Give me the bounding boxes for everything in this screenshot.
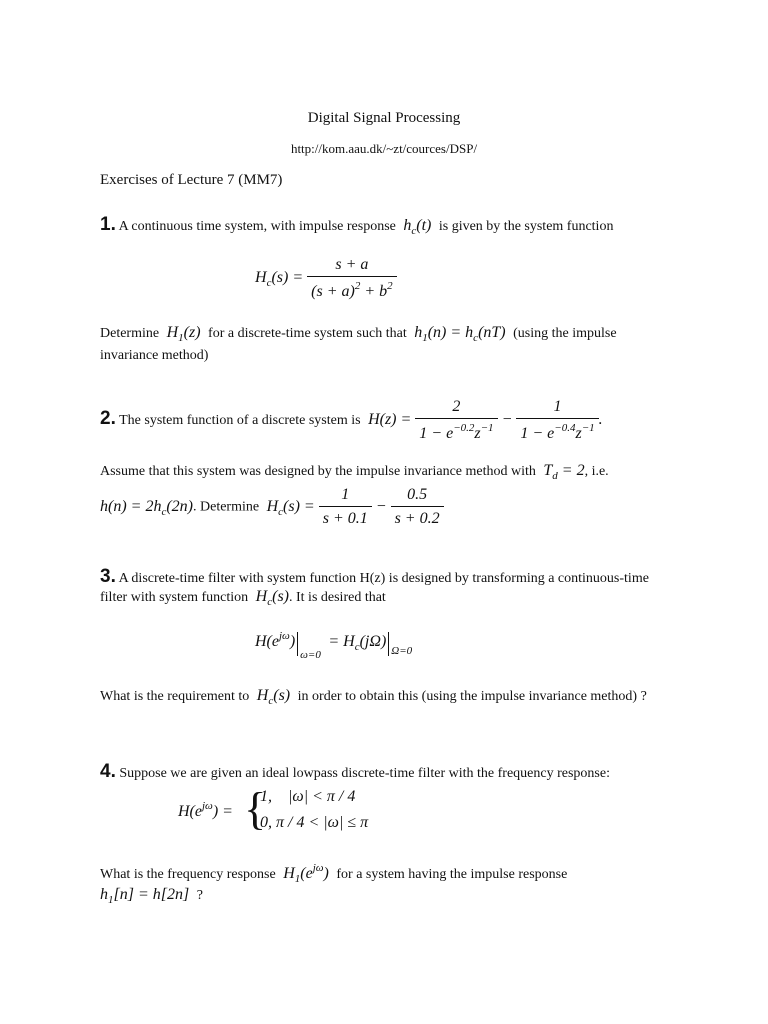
exercise-3-line2 (100, 588, 386, 608)
math-h1-ejw: $H_1(e^{j\omega})$ (279, 862, 333, 885)
equation-hc-s: $H_c(s)$ = $\frac{s + a}{(s + a)^2 + b^2}$ (255, 256, 397, 301)
exercise-number: 2. (100, 408, 116, 430)
exercise-text: , i.e. (584, 464, 609, 479)
exercise-number: 4. (100, 761, 116, 782)
exercise-text: What is the requirement to (100, 689, 250, 704)
exercise-text: The system function of a discrete system is (119, 413, 361, 429)
exercise-text: (using the impulse (513, 326, 617, 341)
exercise-text: . Determine (193, 499, 260, 515)
exercise-text: filter with system function (100, 590, 249, 605)
course-url: http://kom.aau.dk/~zt/cources/DSP/ (290, 141, 478, 156)
exercise-2-assume (100, 462, 609, 482)
page-title: Digital Signal Processing (307, 110, 461, 126)
exercise-text: A continuous time system, with impulse response (118, 219, 396, 234)
equation-h-z: H(z) = $\frac{2}{1 - e^{-0.2}z^{-1}}$ − $\frac{1}{1 - e^{-0.4}z^{-1}}$ . (364, 398, 603, 442)
math-td: $T_d = 2$ (539, 462, 585, 482)
math-h1-n-equals: $h_1(n) = h_c(nT)$ (410, 324, 510, 344)
math-h-n: $h(n) = 2h_c(2n)$ (100, 497, 193, 518)
exercise-text: for a discrete-time system such that (208, 326, 407, 341)
exercise-text: invariance method) (100, 348, 209, 363)
exercise-number: 1. (100, 214, 116, 235)
math-h1-z: $H_1(z)$ (162, 324, 205, 344)
exercise-4-intro (100, 761, 610, 783)
exercise-1-intro (100, 214, 613, 237)
exercise-2-intro (100, 398, 603, 443)
exercise-2-determine (100, 486, 444, 528)
math-h1-n: $h_1[n] = h[2n]$ (100, 886, 194, 906)
exercise-text: is given by the system function (438, 219, 614, 234)
exercise-text: What is the frequency response (100, 867, 276, 882)
exercise-number: 3. (100, 566, 116, 587)
exercise-3-question (100, 687, 647, 707)
exercise-text: in order to obtain this (using the impulse invariance method) ? (297, 689, 647, 704)
exercise-4-question (100, 862, 567, 885)
math-hc-s: $H_c(s)$ (252, 687, 295, 707)
exercise-text: for a system having the impulse response (336, 867, 568, 882)
exercise-text: ? (196, 888, 203, 903)
equation-condition: $H(e^{j\omega})_{\omega=0} = H_c(j\Omega)_{\Omega=0}$ (255, 630, 413, 661)
lecture-heading: Exercises of Lecture 7 (MM7) (100, 172, 283, 188)
exercise-3-intro (100, 566, 649, 588)
math-hc-s: $H_c(s)$ (251, 588, 289, 608)
exercise-4-impulse (100, 886, 203, 906)
exercise-text: Suppose we are given an ideal lowpass discrete-time filter with the frequency response: (119, 766, 610, 781)
equation-hc-s-2: $H_c(s)$ = $\frac{1}{s + 0.1}$ − $\frac{0.5}{s + 0.2}$ (263, 498, 444, 515)
exercise-text: . It is desired that (289, 590, 386, 605)
exercise-text: Assume that this system was designed by the impulse invariance method with (100, 464, 536, 479)
math-hc-t: $h_c(t)$ (399, 217, 436, 237)
exercise-1-task (100, 324, 617, 344)
exercise-text: Determine (100, 326, 160, 341)
exercise-text: A discrete-time filter with system function H(z) is designed by transforming a continuous-time (118, 571, 649, 586)
